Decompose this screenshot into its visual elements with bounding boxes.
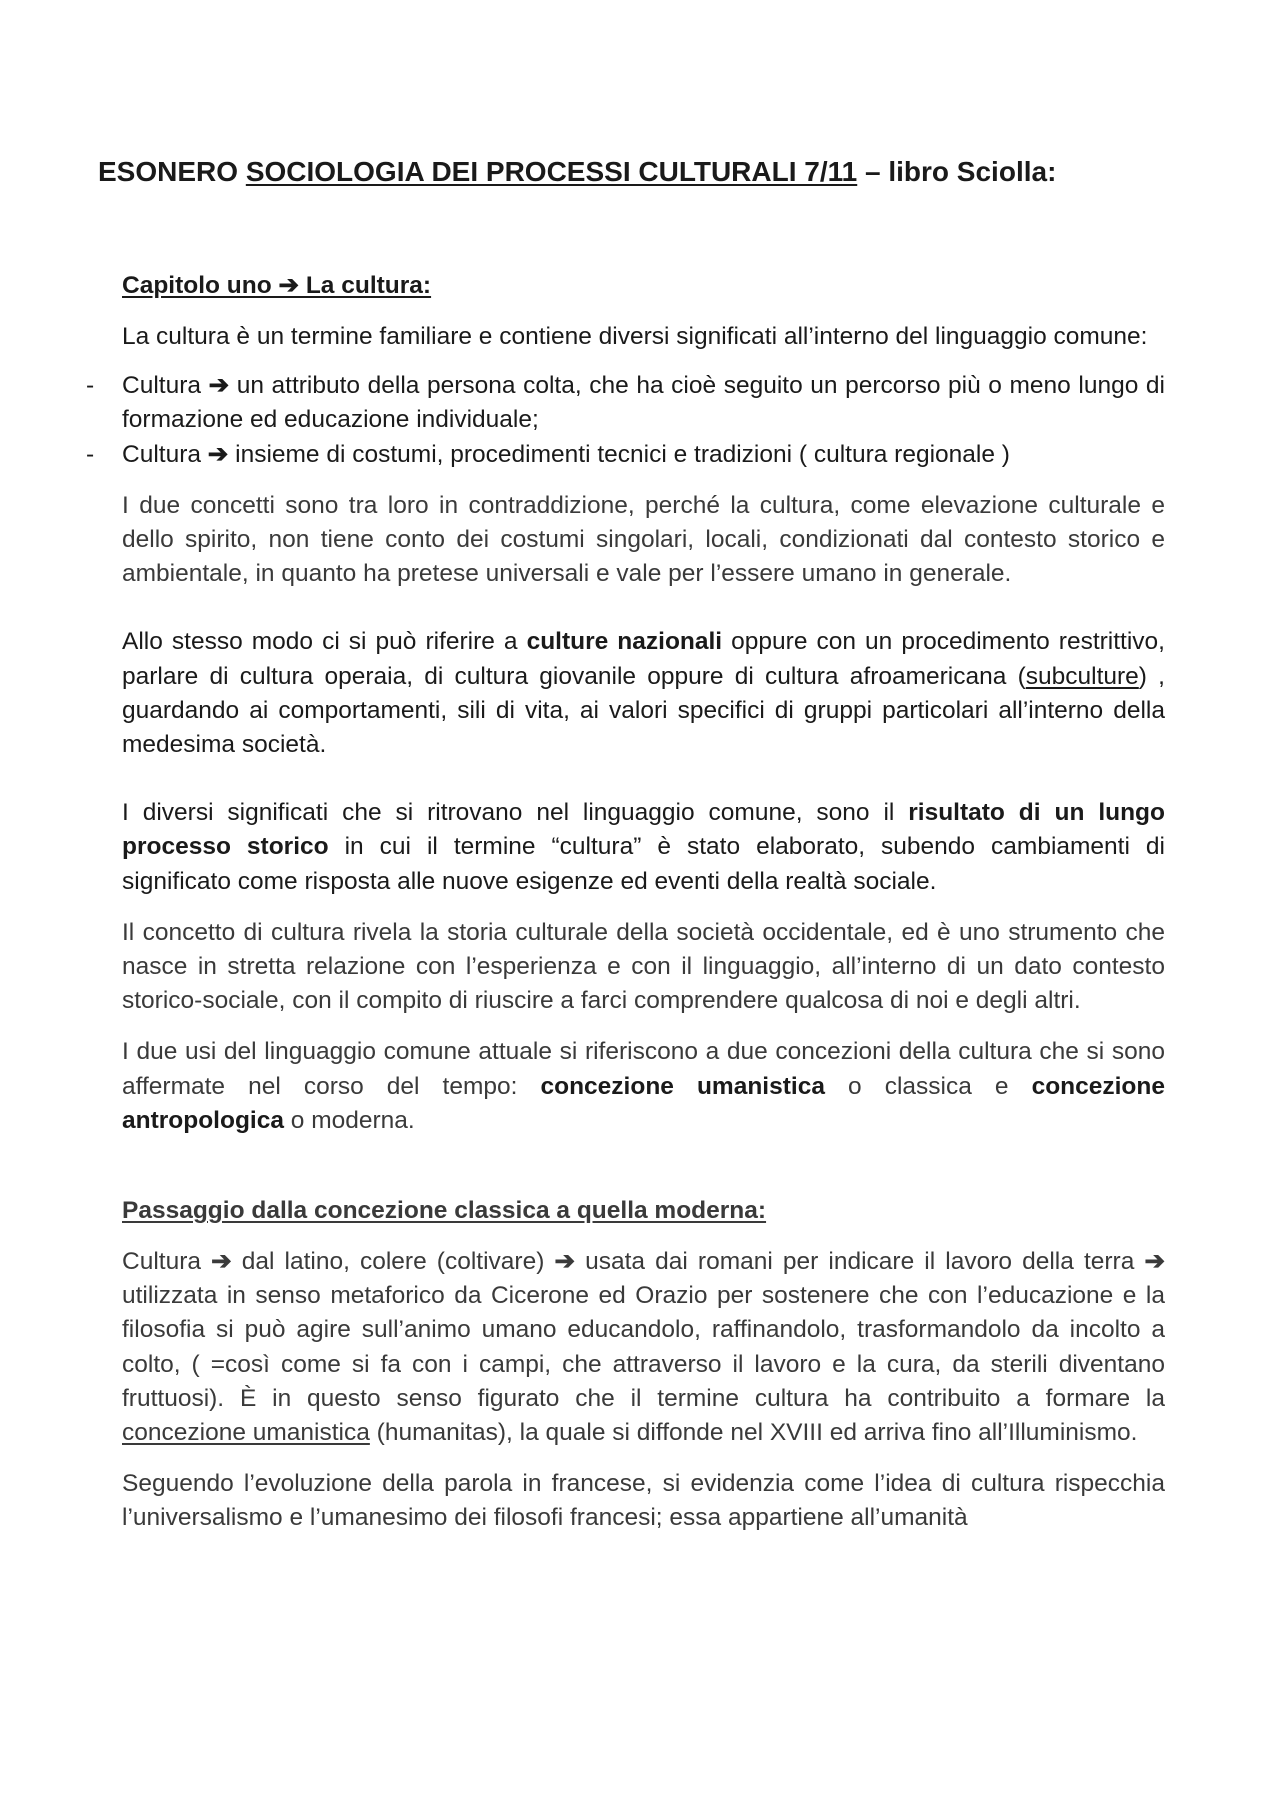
paragraph-concept-history: Il concetto di cultura rivela la storia culturale della società occidentale, ed è uno strumento che nasce in stretta relazione con l’esperienza e con il linguaggio, all’interno di un dato contesto storico-sociale, con il compito di riuscire a farci comprendere qualcosa di noi e degli altri.: [122, 918, 1165, 1015]
paragraph-historical-process: I diversi significati che si ritrovano nel linguaggio comune, sono il risultato di un lungo processo storico in cui il termine “cultura” è stato elaborato, subendo cambiamenti di significato come risposta alle nuove esigenze ed eventi della realtà sociale.: [122, 799, 1165, 895]
section-heading-passage: Passaggio dalla concezione classica a quella moderna:: [122, 1197, 767, 1225]
dash-bullet: -: [86, 440, 95, 468]
term-concezione-umanistica: concezione umanistica: [122, 1419, 370, 1447]
paragraph-intro: La cultura è un termine familiare e contiene diversi significati all’interno del linguaggio comune:: [122, 323, 1148, 350]
arrow-right-icon: ➔: [211, 1248, 232, 1276]
section-heading-chapter-one: Capitolo uno ➔ La cultura:: [122, 272, 432, 299]
list-item: - Cultura ➔ un attributo della persona colta, che ha cioè seguito un percorso più o meno lungo di formazione ed educazione individuale;: [122, 369, 1165, 437]
paragraph-contradiction: I due concetti sono tra loro in contraddizione, perché la cultura, come elevazione culturale e dello spirito, non tiene conto dei costumi singolari, locali, condizionati dal contesto storico e ambientale, in quanto ha pretese universali e vale per l’essere umano in generale.: [122, 491, 1165, 588]
arrow-right-icon: ➔: [1144, 1248, 1165, 1276]
term-subculture: subculture: [1025, 662, 1139, 690]
title-prefix: ESONERO: [98, 156, 246, 187]
arrow-right-icon: ➔: [207, 440, 229, 468]
paragraph-french-evolution: Seguendo l’evoluzione della parola in francese, si evidenzia come l’idea di cultura rispecchia l’universalismo e l’umanesimo dei filosofi francesi; essa appartiene all’umanità: [122, 1470, 1165, 1532]
title-suffix: – libro Sciolla:: [857, 156, 1057, 187]
paragraph-etymology: Cultura ➔ dal latino, colere (coltivare) ➔ usata dai romani per indicare il lavoro della terra ➔ utilizzata in senso metaforico da Cicerone ed Orazio per sostenere che con l’educazione e la filosofia si può agire sull’animo umano educandolo, raffinandolo, trasformandolo da incolto a colto, ( =così come si fa con i campi, che attraverso il lavoro e la cura, da sterili diventano fruttuosi). È in questo senso figurato che il termine cultura ha contribuito a formare la concezione umanistica (humanitas), la quale si diffonde nel XVIII ed arriva fino all’Illuminismo.: [122, 1248, 1165, 1447]
dash-bullet: -: [86, 372, 95, 400]
arrow-right-icon: ➔: [208, 372, 230, 400]
paragraph-two-conceptions: I due usi del linguaggio comune attuale si riferiscono a due concezioni della cultura che si sono affermate nel corso del tempo: concezione umanistica o classica e concezione antropologica o moderna.: [122, 1038, 1165, 1134]
paragraph-national-cultures: Allo stesso modo ci si può riferire a culture nazionali oppure con un procedimento restrittivo, parlare di cultura operaia, di cultura giovanile oppure di cultura afroamericana (subculture) , guardando ai comportamenti, sili di vita, ai valori specifici di gruppi particolari all’interno della medesima società.: [122, 628, 1165, 759]
definition-list: [86, 369, 1165, 472]
title-course: SOCIOLOGIA DEI PROCESSI CULTURALI 7/11: [245, 156, 858, 187]
document-title: [98, 152, 1165, 192]
arrow-right-icon: ➔: [554, 1248, 575, 1276]
list-item: - Cultura ➔ insieme di costumi, procedimenti tecnici e tradizioni ( cultura regionale ): [122, 438, 1165, 472]
